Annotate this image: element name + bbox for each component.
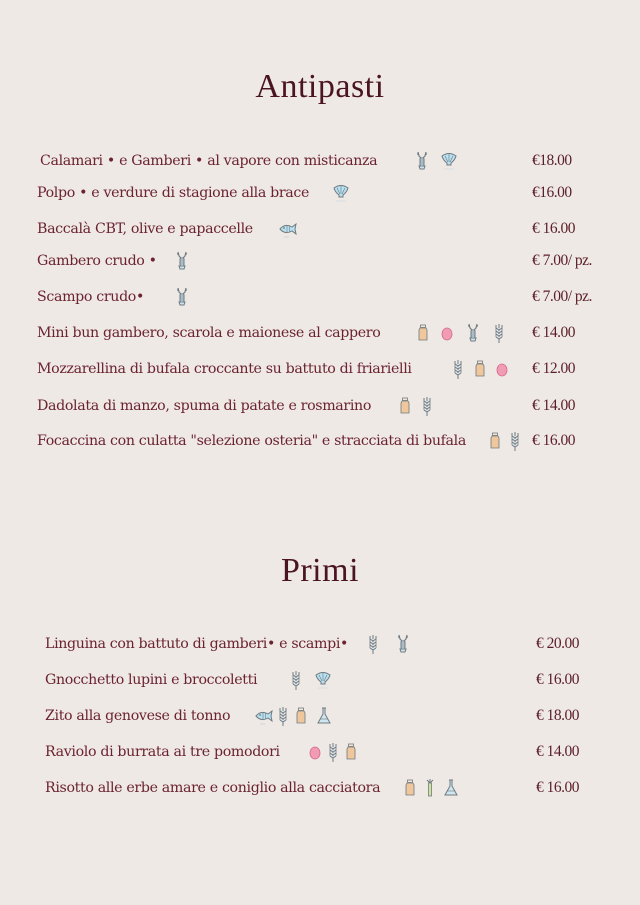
item-price: € 18.00 [536,707,579,724]
item-name: Linguina con battuto di gamberi• e scampi• [45,636,349,652]
item-name: Gnocchetto lupini e broccoletti [45,672,258,688]
sulphites-icon [442,777,460,799]
menu-item [0,431,640,457]
fish-icon [253,705,275,727]
item-price: € 16.00 [532,432,575,449]
gluten-icon [325,741,341,763]
menu-item [0,778,640,804]
crustacean-icon [174,250,190,272]
menu-item [0,151,640,177]
section-title-primi: Primi [280,552,360,589]
menu-item [0,183,640,209]
menu-item [0,359,640,385]
gluten-icon [491,322,507,344]
item-price: €18.00 [532,152,572,169]
item-price: € 20.00 [536,635,579,652]
milk-icon [343,741,359,763]
menu-item [0,742,640,768]
egg-icon [494,358,510,380]
item-name: Mini bun gambero, scarola e maionese al cappero [37,325,381,341]
mollusc-icon [440,150,458,172]
item-name: Risotto alle erbe amare e coniglio alla cacciatora [45,780,381,796]
egg-icon [439,322,455,344]
menu-item [0,634,640,660]
crustacean-icon [465,322,481,344]
milk-icon [487,430,503,452]
crustacean-icon [414,150,430,172]
item-name: Baccalà CBT, olive e papaccelle [37,221,253,237]
item-name: Mozzarellina di bufala croccante su battuto di friarielli [37,361,412,377]
milk-icon [415,322,431,344]
menu-item [0,287,640,313]
item-price: € 16.00 [532,220,575,237]
item-name: Zito alla genovese di tonno [45,708,231,724]
mollusc-icon [314,669,332,691]
celery-icon [422,777,438,799]
milk-icon [472,358,488,380]
fish-icon [277,218,299,240]
menu-item [0,706,640,732]
mollusc-icon [332,182,350,204]
item-name: Raviolo di burrata ai tre pomodori [45,744,280,760]
item-name: Polpo • e verdure di stagione alla brace [37,185,310,201]
sulphites-icon [315,705,333,727]
item-name: Calamari • e Gamberi • al vapore con misticanza [40,153,378,169]
item-price: € 12.00 [532,360,575,377]
section-title-antipasti: Antipasti [255,68,385,105]
milk-icon [402,777,418,799]
gluten-icon [419,395,435,417]
crustacean-icon [395,633,411,655]
item-price: € 16.00 [536,779,579,796]
item-price: € 14.00 [536,743,579,760]
menu-item [0,251,640,277]
crustacean-icon [174,286,190,308]
item-price: € 14.00 [532,397,575,414]
menu-item [0,396,640,422]
gluten-icon [365,633,381,655]
milk-icon [293,705,309,727]
gluten-icon [450,358,466,380]
milk-icon [397,395,413,417]
gluten-icon [507,430,523,452]
menu-item [0,323,640,349]
item-price: € 7.00/ pz. [532,252,592,269]
item-name: Focaccina con culatta "selezione osteria" e stracciata di bufala [37,433,466,449]
menu-item [0,670,640,696]
item-price: € 16.00 [536,671,579,688]
gluten-icon [288,669,304,691]
item-name: Scampo crudo• [37,289,145,305]
item-name: Gambero crudo • [37,253,157,269]
egg-icon [307,741,323,763]
item-price: €16.00 [532,184,572,201]
item-price: € 7.00/ pz. [532,288,592,305]
menu-item [0,219,640,245]
item-price: € 14.00 [532,324,575,341]
item-name: Dadolata di manzo, spuma di patate e rosmarino [37,398,372,414]
gluten-icon [275,705,291,727]
